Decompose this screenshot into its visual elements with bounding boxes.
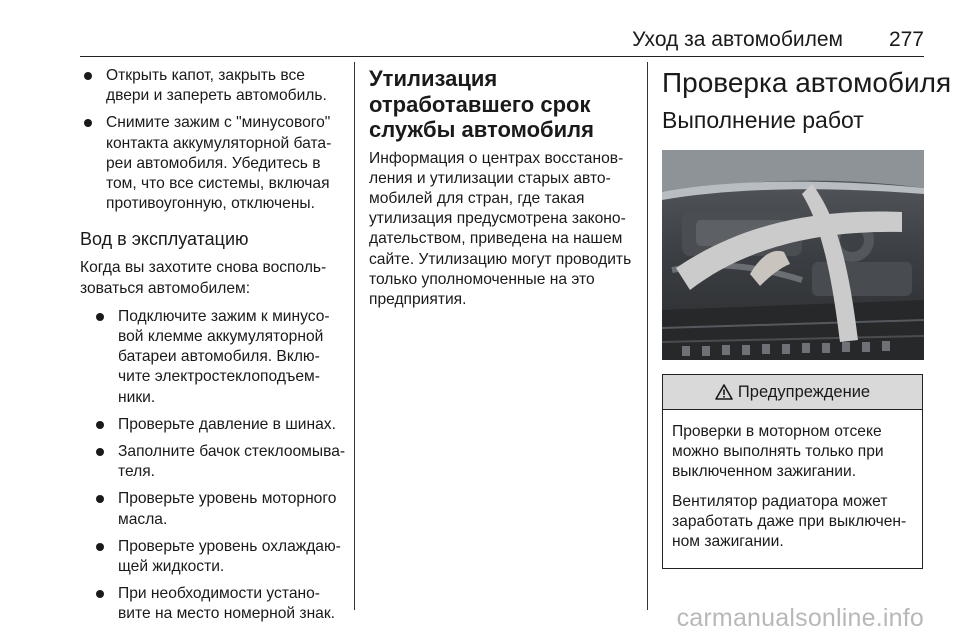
list-item: Открыть капот, закрыть все двери и запереть автомобиль. (80, 66, 346, 106)
warning-paragraph: Проверки в моторном отсеке можно выполнять только при выключенном зажигании. (672, 423, 884, 481)
column-middle (369, 66, 637, 310)
list-item: Проверьте уровень моторного масла. (92, 489, 346, 529)
watermark: carmanualsonline.info (676, 604, 924, 632)
bullet-dot (96, 543, 104, 551)
column-divider-left (354, 62, 355, 610)
list-item: Подключите зажим к минусовой клемме аккумуляторной батареи автомобиля. Включите электростеклоподъемники. (92, 307, 346, 408)
chapter-title: Уход за автомобилем (632, 28, 843, 51)
column-left (80, 66, 346, 632)
bullet-dot (96, 590, 104, 598)
warning-body (663, 410, 922, 568)
page-number: 277 (888, 28, 924, 51)
bullet-dot (96, 448, 104, 456)
bullet-dot (96, 421, 104, 429)
header-rule (80, 56, 924, 57)
section-subheading: Вод в эксплуатацию (80, 229, 249, 250)
intro-text: Когда вы захотите снова воспользоваться автомобилем: (80, 259, 327, 297)
list-item: Заполните бачок стеклоомывателя. (92, 442, 346, 482)
warning-paragraph: Вентилятор радиатора может заработать даже при выключенном зажигании. (672, 492, 907, 551)
list-item: При необходимости установите на место номерной знак. (92, 584, 346, 624)
column-divider-right (647, 62, 648, 610)
column-right (662, 66, 952, 569)
section-subheading: Выполнение работ (662, 107, 864, 133)
bullet-dot (96, 313, 104, 321)
bullet-dot (84, 119, 92, 127)
checklist (80, 307, 346, 625)
page-header (632, 28, 924, 52)
list-item: Проверьте давление в шинах. (92, 415, 346, 435)
list-item: Снимите зажим с "минусового" контакта аккумуляторной батареи автомобиля. Убедитесь в том, что все системы, включая противоугонную, отключены. (80, 113, 346, 214)
top-bullet-list (80, 66, 346, 214)
warning-box (662, 374, 923, 569)
warning-title: Предупреждение (737, 382, 871, 401)
bullet-dot (96, 495, 104, 503)
recycling-text: Информация о центрах восстановления и утилизации старых автомобилей для стран, где такая утилизация предусмотрена законодательством, приведена на нашем сайте. Утилизацию могут проводить только уполномоченные на это предприятия. (369, 149, 632, 308)
warning-triangle-icon (715, 384, 733, 400)
warning-header (663, 375, 922, 410)
engine-bay-photo (662, 150, 924, 360)
section-heading: Проверка автомобиля (662, 67, 952, 98)
recycling-heading: Утилизация отработавшего срок службы автомобиля (369, 66, 594, 142)
bullet-dot (84, 72, 92, 80)
list-item: Проверьте уровень охлаждающей жидкости. (92, 537, 346, 577)
